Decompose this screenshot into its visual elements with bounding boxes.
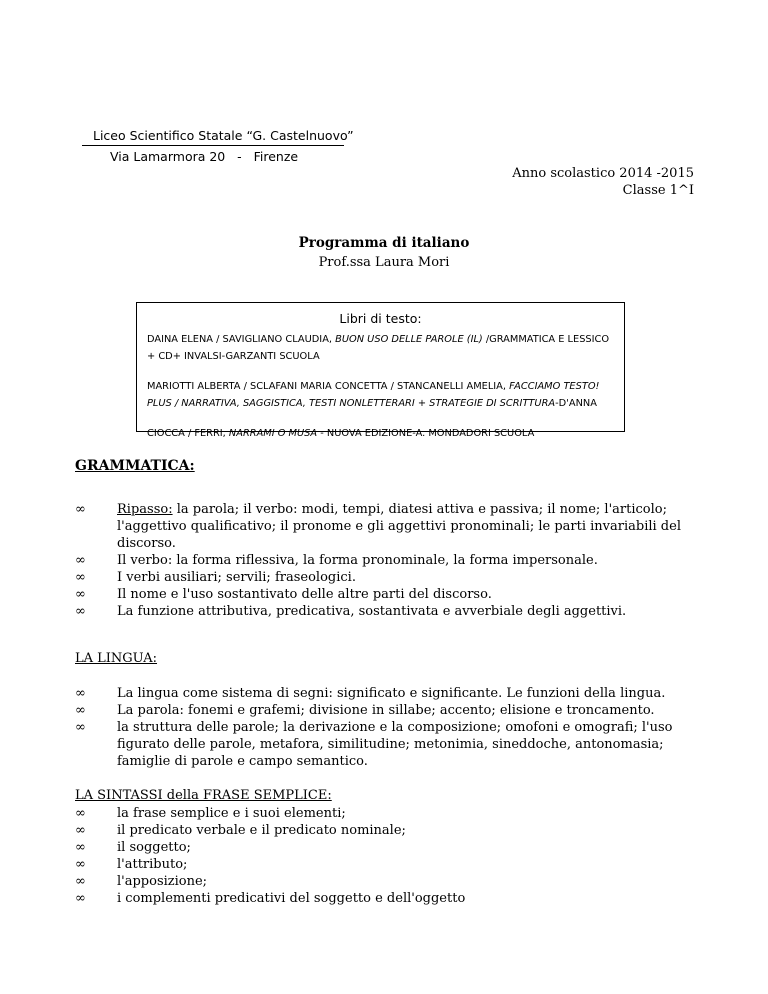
infinity-bullet-icon: ∞ <box>75 502 86 517</box>
infinity-bullet-icon: ∞ <box>75 720 86 735</box>
list-item <box>75 822 705 839</box>
item-text: La parola: fonemi e grafemi; divisione in sillabe; accento; elisione e troncamento. <box>117 703 655 718</box>
ripasso-label: Ripasso: <box>117 502 173 517</box>
list-item <box>75 839 705 856</box>
book-title: NARRAMI O MUSA <box>228 428 318 439</box>
list-item <box>75 873 705 890</box>
list-item <box>75 890 705 907</box>
item-text: il predicato verbale e il predicato nominale; <box>117 823 406 838</box>
textbook-2 <box>147 378 614 412</box>
book-publisher: /GRAMMATICA E LESSICO + CD+ INVALSI-GARZANTI SCUOLA <box>147 334 610 362</box>
textbooks-box <box>136 302 625 439</box>
item-text: Il verbo: la forma riflessiva, la forma pronominale, la forma impersonale. <box>117 553 598 568</box>
item-text: l'apposizione; <box>117 874 208 889</box>
infinity-bullet-icon: ∞ <box>75 587 86 602</box>
list-item <box>75 856 705 873</box>
textbooks-heading: Libri di testo: <box>339 311 422 326</box>
book-publisher: - NUOVA EDIZIONE-A. MONDADORI SCUOLA <box>317 428 535 439</box>
infinity-bullet-icon: ∞ <box>75 840 86 855</box>
grammatica-heading: GRAMMATICA: <box>75 458 195 474</box>
textbook-1 <box>147 331 614 365</box>
list-item <box>75 552 705 569</box>
sintassi-heading: LA SINTASSI della FRASE SEMPLICE: <box>75 788 332 803</box>
infinity-bullet-icon: ∞ <box>75 570 86 585</box>
list-item <box>75 501 705 552</box>
item-text: i complementi predicativi del soggetto e dell'oggetto <box>117 891 466 906</box>
teacher-name: Prof.ssa Laura Mori <box>318 255 450 270</box>
school-name: Liceo Scientifico Statale “G. Castelnuovo” <box>82 128 344 146</box>
infinity-bullet-icon: ∞ <box>75 553 86 568</box>
infinity-bullet-icon: ∞ <box>75 857 86 872</box>
book-authors: DAINA ELENA / SAVIGLIANO CLAUDIA, <box>147 334 336 345</box>
ripasso-text: la parola; il verbo: modi, tempi, diatesi attiva e passiva; il nome; l'articolo; l'aggettivo qualificativo; il pronome e gli aggettivi pronominali; le parti invariabili del discorso. <box>117 502 681 551</box>
book-title: FACCIAMO TESTO! PLUS / NARRATIVA, SAGGISTICA, TESTI NONLETTERARI + STRATEGIE DI SCRITTURA <box>147 381 600 409</box>
lingua-heading: LA LINGUA: <box>75 651 158 666</box>
infinity-bullet-icon: ∞ <box>75 604 86 619</box>
list-item <box>75 685 705 702</box>
school-block <box>82 128 354 164</box>
year-block <box>512 165 694 199</box>
list-item <box>75 719 705 770</box>
item-text: Il nome e l'uso sostantivato delle altre parti del discorso. <box>117 587 492 602</box>
item-text: I verbi ausiliari; servili; fraseologici. <box>117 570 356 585</box>
item-text: il soggetto; <box>117 840 191 855</box>
book-title: BUON USO DELLE PAROLE (IL) <box>335 334 483 345</box>
item-text: la frase semplice e i suoi elementi; <box>117 806 346 821</box>
list-item <box>75 702 705 719</box>
book-publisher: -D'ANNA <box>555 398 597 409</box>
textbook-3 <box>147 425 614 442</box>
item-text: l'attributo; <box>117 857 188 872</box>
item-text: La lingua come sistema di segni: significato e significante. Le funzioni della lingua. <box>117 686 666 701</box>
page-title: Programma di italiano <box>298 235 470 251</box>
infinity-bullet-icon: ∞ <box>75 823 86 838</box>
lingua-list <box>75 685 705 770</box>
item-text: La funzione attributiva, predicativa, sostantivata e avverbiale degli aggettivi. <box>117 604 627 619</box>
infinity-bullet-icon: ∞ <box>75 703 86 718</box>
sintassi-list <box>75 805 705 907</box>
school-year: Anno scolastico 2014 -2015 <box>512 166 694 181</box>
item-text: la struttura delle parole; la derivazione e la composizione; omofoni e omografi; l'uso figurato delle parole, metafora, similitudine; metonimia, sineddoche, antonomasia; famiglie di parole e campo semantico. <box>117 720 673 769</box>
book-authors: CIOCCA / FERRI, <box>147 428 229 439</box>
list-item <box>75 805 705 822</box>
list-item <box>75 569 705 586</box>
book-authors: MARIOTTI ALBERTA / SCLAFANI MARIA CONCETTA / STANCANELLI AMELIA, <box>147 381 510 392</box>
infinity-bullet-icon: ∞ <box>75 686 86 701</box>
school-address: Via Lamarmora 20 - Firenze <box>110 149 299 164</box>
class-label: Classe 1^I <box>622 183 694 198</box>
infinity-bullet-icon: ∞ <box>75 874 86 889</box>
infinity-bullet-icon: ∞ <box>75 806 86 821</box>
list-item <box>75 586 705 603</box>
list-item <box>75 603 705 620</box>
infinity-bullet-icon: ∞ <box>75 891 86 906</box>
grammatica-list <box>75 501 705 620</box>
